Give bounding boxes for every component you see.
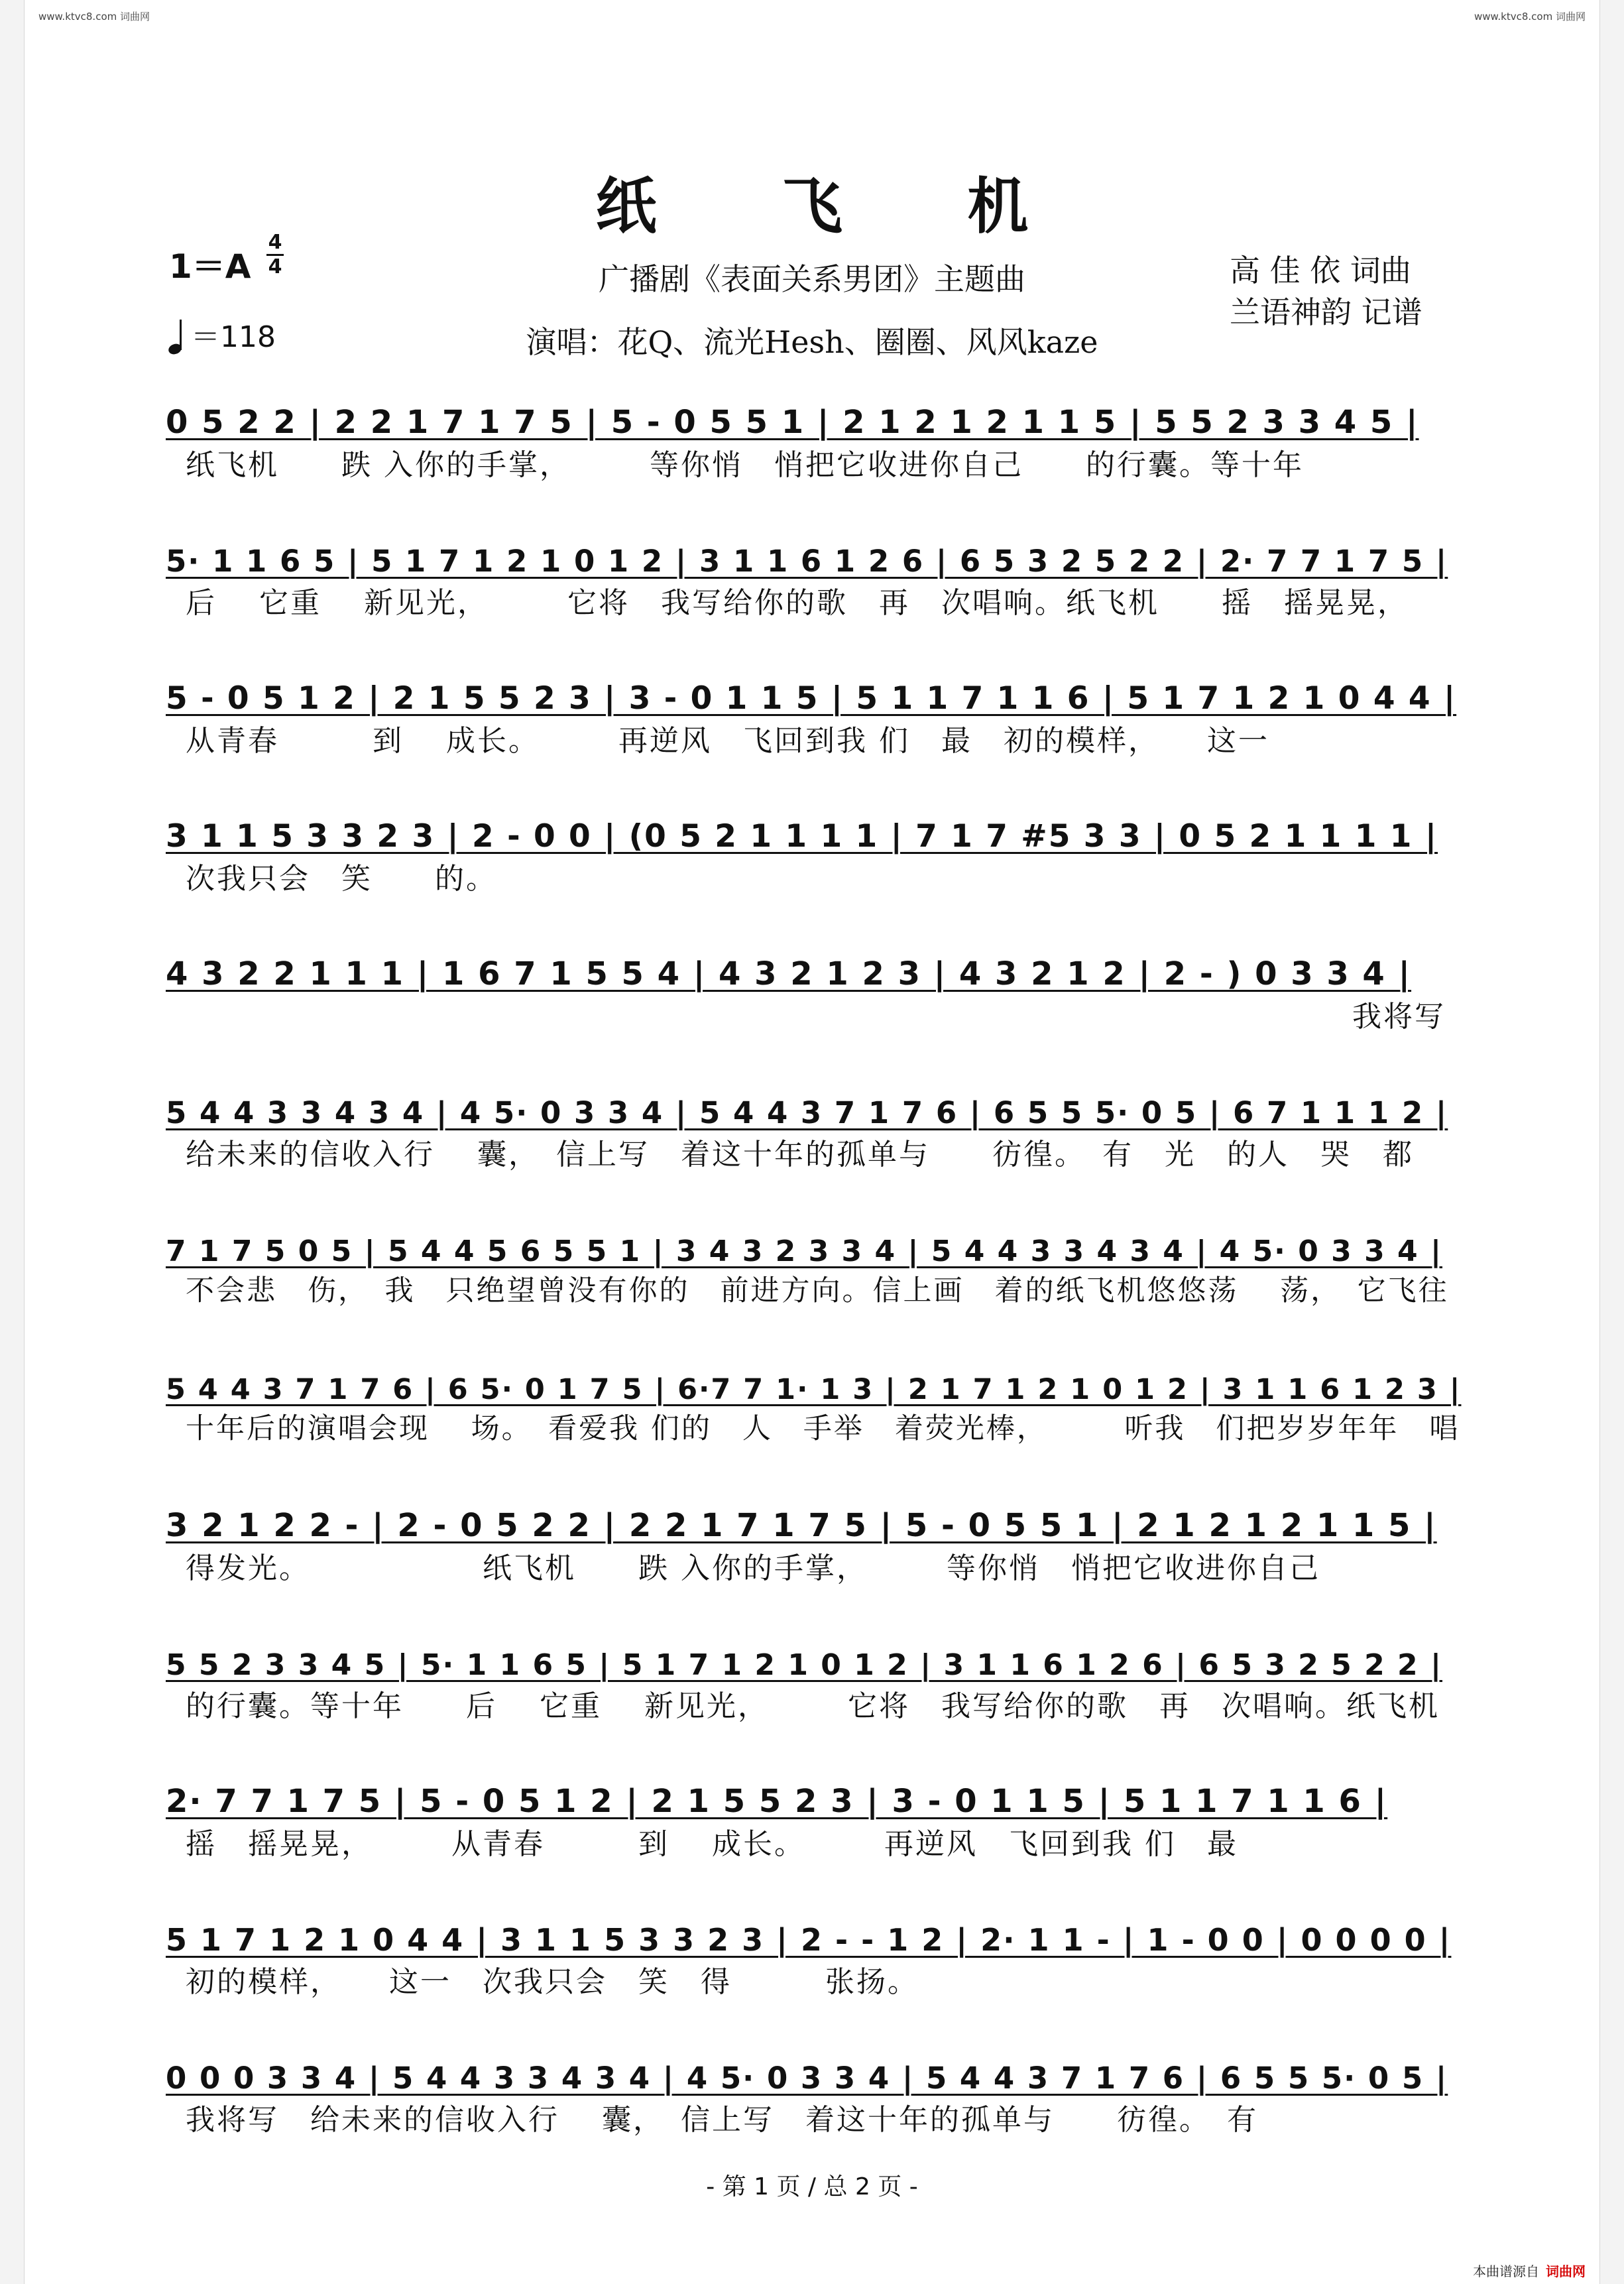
singers: 演唱：花Q、流光Hesh、圈圈、风风kaze xyxy=(526,324,1098,360)
notation-line xyxy=(166,939,1462,992)
score-system xyxy=(166,939,1462,1039)
lyric-line: 从青春 到 成长。 再逆风 飞回到我 们 最 初的模样， 这一 xyxy=(186,724,1269,758)
lyric-line: 的行囊。等十年 后 它重 新见光， 它将 我写给你的歌 再 次唱响。纸飞机 xyxy=(186,1689,1440,1723)
lyricist-composer-credit: 高 佳 依 词曲 xyxy=(1230,253,1411,288)
transcriber-credit: 兰语神韵 记谱 xyxy=(1230,294,1422,330)
score-system xyxy=(166,1353,1462,1453)
score-system xyxy=(166,2043,1462,2142)
score-system xyxy=(166,1767,1462,1866)
lyric-line: 次我只会 笑 的。 xyxy=(186,862,497,896)
lyric-line: 后 它重 新见光， 它将 我写给你的歌 再 次唱响。纸飞机 摇 摇晃晃， xyxy=(186,586,1409,620)
jianpu-notes: 0 5 2 2 | 2 2 1 7 1 7 5 | 5 - 0 5 5 1 | 2 1 2 1 2 1 1 5 | 5 5 2 3 3 4 5 | xyxy=(166,404,1419,441)
notation-line xyxy=(166,664,1462,717)
score-system xyxy=(166,1629,1462,1728)
jianpu-notes: 5 5 2 3 3 4 5 | 5· 1 1 6 5 | 5 1 7 1 2 1 0 1 2 | 3 1 1 6 1 2 6 | 6 5 3 2 5 2 2 | xyxy=(166,1648,1443,1682)
jianpu-notes: 3 2 1 2 2 - | 2 - 0 5 2 2 | 2 2 1 7 1 7 5 | 5 - 0 5 5 1 | 2 1 2 1 2 1 1 5 | xyxy=(166,1507,1437,1544)
jianpu-notes: 7 1 7 5 0 5 | 5 4 4 5 6 5 5 1 | 3 4 3 2 3 3 4 | 5 4 4 3 3 4 3 4 | 4 5· 0 3 3 4 | xyxy=(166,1234,1443,1268)
score-system xyxy=(166,1491,1462,1591)
notation-line xyxy=(166,802,1462,855)
site-watermark-right: www.ktvc8.com 词曲网 xyxy=(1474,11,1586,23)
notation-line xyxy=(166,2043,1462,2096)
lyric-line: 摇 摇晃晃， 从青春 到 成长。 再逆风 飞回到我 们 最 xyxy=(186,1827,1238,1861)
song-title: 纸 飞 机 xyxy=(595,170,1080,242)
tempo-value: ＝118 xyxy=(191,320,276,354)
lyric-line: 得发光。 纸飞机 跌 入你的手掌， 等你悄 悄把它收进你自己 xyxy=(186,1551,1320,1585)
notation-line xyxy=(166,1077,1462,1130)
lyric-line: 初的模样， 这一 次我只会 笑 得 张扬。 xyxy=(186,1965,919,1999)
notation-line xyxy=(166,388,1462,441)
score-system xyxy=(166,526,1462,625)
score-system xyxy=(166,1077,1462,1177)
lyric-line: 十年后的演唱会现 场。 看爱我 们的 人 手举 着荧光棒， 听我 们把岁岁年年 唱 xyxy=(186,1412,1460,1445)
score-system xyxy=(166,388,1462,487)
score-system xyxy=(166,664,1462,763)
jianpu-notes: 3 1 1 5 3 3 2 3 | 2 - 0 0 | (0 5 2 1 1 1 1 | 7 1 7 #5 3 3 | 0 5 2 1 1 1 1 | xyxy=(166,818,1438,855)
lyric-line: 纸飞机 跌 入你的手掌， 等你悄 悄把它收进你自己 的行囊。等十年 xyxy=(186,448,1304,482)
notation-line xyxy=(166,1629,1462,1682)
jianpu-notes: 5 4 4 3 3 4 3 4 | 4 5· 0 3 3 4 | 5 4 4 3 7 1 7 6 | 6 5 5 5· 0 5 | 6 7 1 1 1 2 | xyxy=(166,1095,1448,1130)
notation-line xyxy=(166,1491,1462,1544)
score-system xyxy=(166,802,1462,901)
source-brand-text: 本曲谱源自 xyxy=(1473,2263,1539,2279)
notation-line xyxy=(166,1767,1462,1820)
source-brand-logo: 词曲网 xyxy=(1546,2263,1586,2279)
jianpu-notes: 5 4 4 3 7 1 7 6 | 6 5· 0 1 7 5 | 6·7 7 1· 1 3 | 2 1 7 1 2 1 0 1 2 | 3 1 1 6 1 2 3 | xyxy=(166,1373,1462,1406)
notation-line xyxy=(166,1353,1462,1406)
jianpu-notes: 5 - 0 5 1 2 | 2 1 5 5 2 3 | 3 - 0 1 1 5 | 5 1 1 7 1 1 6 | 5 1 7 1 2 1 0 4 4 | xyxy=(166,680,1457,717)
source-brand xyxy=(1473,2261,1586,2280)
jianpu-notes: 0 0 0 3 3 4 | 5 4 4 3 3 4 3 4 | 4 5· 0 3 3 4 | 5 4 4 3 7 1 7 6 | 6 5 5 5· 0 5 | xyxy=(166,2061,1448,2096)
lyric-line: 我将写 给未来的信收入行 囊， 信上写 着这十年的孤单与 彷徨。 有 xyxy=(186,2103,1258,2137)
lyric-line: 不会悲 伤， 我 只绝望曾没有你的 前进方向。信上画 着的纸飞机悠悠荡 荡， 它飞往 xyxy=(186,1274,1449,1307)
key-signature: 1＝A xyxy=(169,247,251,286)
notation-line xyxy=(166,526,1462,579)
notation-line xyxy=(166,1905,1462,1958)
jianpu-notes: 5· 1 1 6 5 | 5 1 7 1 2 1 0 1 2 | 3 1 1 6 1 2 6 | 6 5 3 2 5 2 2 | 2· 7 7 1 7 5 | xyxy=(166,544,1448,579)
jianpu-notes: 5 1 7 1 2 1 0 4 4 | 3 1 1 5 3 3 2 3 | 2 - - 1 2 | 2· 1 1 - | 1 - 0 0 | 0 0 0 0 | xyxy=(166,1922,1452,1958)
time-signature-top: 4 xyxy=(268,231,282,254)
lyric-line: 给未来的信收入行 囊， 信上写 着这十年的孤单与 彷徨。 有 光 的人 哭 都 xyxy=(186,1138,1414,1172)
subtitle: 广播剧《表面关系男团》主题曲 xyxy=(599,261,1025,297)
page-footer: - 第 1 页 / 总 2 页 - xyxy=(706,2173,918,2200)
lyric-line: 我将写 xyxy=(1352,1000,1446,1034)
site-watermark-left: www.ktvc8.com 词曲网 xyxy=(38,11,150,23)
jianpu-notes: 2· 7 7 1 7 5 | 5 - 0 5 1 2 | 2 1 5 5 2 3 | 3 - 0 1 1 5 | 5 1 1 7 1 1 6 | xyxy=(166,1783,1388,1820)
jianpu-notes: 4 3 2 2 1 1 1 | 1 6 7 1 5 5 4 | 4 3 2 1 2 3 | 4 3 2 1 2 | 2 - ) 0 3 3 4 | xyxy=(166,955,1412,992)
time-signature-bottom: 4 xyxy=(268,255,282,278)
score-system xyxy=(166,1215,1462,1315)
score-system xyxy=(166,1905,1462,2004)
notation-line xyxy=(166,1215,1462,1268)
